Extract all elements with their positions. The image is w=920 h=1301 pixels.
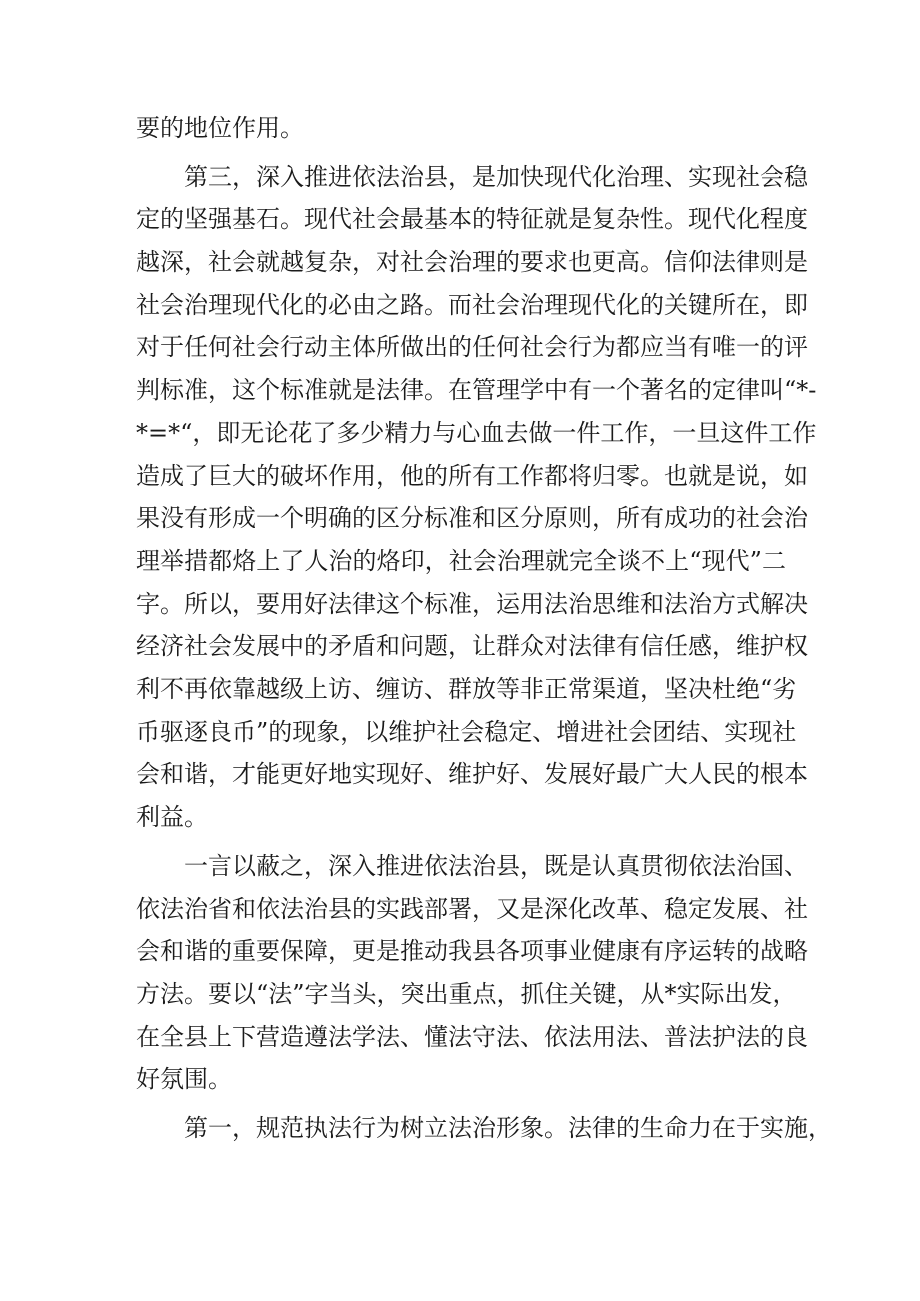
text-line: 利益。 (136, 803, 208, 831)
text-line: 果没有形成一个明确的区分标准和区分原则，所有成功的社会治 (136, 504, 808, 532)
text-line: 好氛围。 (136, 1065, 232, 1093)
text-line: 字。所以，要用好法律这个标准，运用法治思维和法治方式解决 (136, 590, 808, 618)
text-line: 会和谐的重要保障，更是推动我县各项事业健康有序运转的战略 (136, 937, 808, 965)
text-line: 社会治理现代化的必由之路。而社会治理现代化的关键所在，即 (136, 291, 808, 319)
text-line: 会和谐，才能更好地实现好、维护好、发展好最广大人民的根本 (136, 760, 808, 788)
text-line: 利不再依靠越级上访、缠访、群放等非正常渠道，坚决杜绝“劣 (136, 675, 797, 703)
text-line: 依法治省和依法治县的实践部署，又是深化改革、稳定发展、社 (136, 895, 808, 923)
text-line: 判标准，这个标准就是法律。在管理学中有一个著名的定律叫“*- (136, 376, 817, 404)
text-line: 造成了巨大的破坏作用，他的所有工作都将归零。也就是说，如 (136, 462, 808, 490)
text-line: 币驱逐良币”的现象，以维护社会稳定、增进社会团结、实现社 (136, 718, 797, 746)
text-line: 对于任何社会行动主体所做出的任何社会行为都应当有唯一的评 (136, 333, 808, 361)
text-line: 方法。要以“法”字当头，突出重点，抓住关键，从*实际出发， (136, 980, 797, 1008)
text-line: 越深，社会就越复杂，对社会治理的要求也更高。信仰法律则是 (136, 248, 808, 276)
paragraph-first-line: 一言以蔽之，深入推进依法治县，既是认真贯彻依法治国、 (184, 852, 808, 880)
text-line: 理举措都烙上了人治的烙印，社会治理就完全谈不上“现代”二 (136, 547, 786, 575)
text-line: 要的地位作用。 (136, 114, 304, 142)
paragraph-first-line: 第三，深入推进依法治县，是加快现代化治理、实现社会稳 (184, 163, 808, 191)
paragraph-first-line: 第一，规范执法行为树立法治形象。法律的生命力在于实施， (184, 1114, 832, 1142)
text-line: 在全县上下营造遵法学法、懂法守法、依法用法、普法护法的良 (136, 1023, 808, 1051)
text-line: *=*“，即无论花了多少精力与心血去做一件工作，一旦这件工作 (136, 419, 817, 447)
text-line: 定的坚强基石。现代社会最基本的特征就是复杂性。现代化程度 (136, 205, 808, 233)
text-line: 经济社会发展中的矛盾和问题，让群众对法律有信任感，维护权 (136, 632, 808, 660)
